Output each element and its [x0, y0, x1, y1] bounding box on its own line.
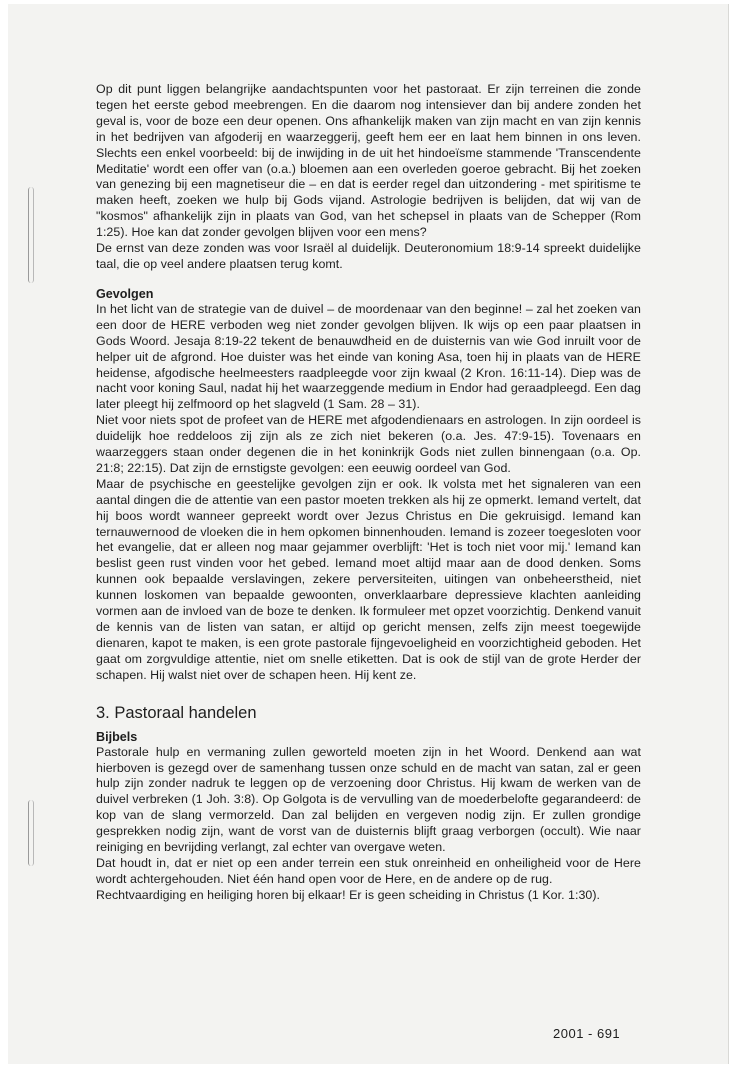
intro-paragraph: De ernst van deze zonden was voor Israël al duidelijk. Deuteronomium 18:9-14 spreekt duidelijke taal, die op veel andere plaatsen terug komt. [96, 241, 641, 271]
gevolgen-heading: Gevolgen [96, 286, 154, 301]
intro-paragraph: Op dit punt liggen belangrijke aandachtspunten voor het pastoraat. Er zijn terreinen die zonde tegen het eerste gebod meebrengen. En die daarom nog intensiever dan bij andere zonden het geval is, voor de boze een deur openen. Ons afhankelijk maken van zijn macht en van zijn kennis in het bedrijven van afgoderij en waarzeggerij, geeft hem eer en laat hem binnen in ons leven. Slechts een enkel voorbeeld: bij de inwijding in de uit het hindoeïsme stammende 'Transcendente Meditatie' wordt een offer van (o.a.) bloemen aan een overleden goeroe gebracht. Bij het zoeken van genezing bij een magnetiseur die – en dat is eerder regel dan uitzondering - met spiritisme te maken heeft, zoeken we hulp bij Gods vijand. Astrologie bedrijven is belijden, dat wij van de "kosmos" afhankelijk zijn in plaats van God, van het schepsel in plaats van de Schepper (Rom 1:25). Hoe kan dat zonder gevolgen blijven voor een mens? [96, 82, 641, 240]
article-body [96, 82, 641, 904]
section-paragraph: Rechtvaardiging en heiliging horen bij elkaar! Er is geen scheiding in Christus (1 Kor. 1:30). [96, 887, 601, 902]
margin-bracket-mark [28, 187, 34, 283]
section-paragraph: Dat houdt in, dat er niet op een ander terrein een stuk onreinheid en onheiligheid voor de Here wordt achtergehouden. Niet één hand open voor de Here, en de andere op de rug. [96, 855, 641, 886]
margin-bracket-mark [28, 800, 34, 866]
gevolgen-paragraph: Maar de psychische en geestelijke gevolgen zijn er ook. Ik volsta met het signaleren van een aantal dingen die de attentie van een pastor moeten trekken als hij ze opmerkt. Iemand vertelt, dat hij boos wordt wanneer gepreekt wordt over Jezus Christus en Die gekruisigd. Iemand kan ternauwernood de vloeken die in hem opkomen binnenhouden. Iemand is zozeer toegesloten voor het evangelie, dat er alleen nog maar gejammer overblijft: 'Het is toch niet voor mij.' Iemand kan beslist geen rust vinden voor het gebed. Iemand moet altijd maar aan de dood denken. Soms kunnen ook bepaalde verslavingen, zekere perversiteiten, uitingen van onbeheerstheid, niet kunnen loskomen van bepaalde gewoonten, onverklaarbare depressieve klachten aanleiding vormen aan de invloed van de boze te denken. Ik formuleer met opzet voorzichtig. Denkend vanuit de kennis van de listen van satan, er altijd op gericht mensen, zelfs zijn meest toegewijde dienaren, kapot te maken, is een grote pastorale fijngevoeligheid en voorzichtigheid geboden. Het gaat om zorgvuldige attentie, niet om snelle etiketten. Dat is ook de stijl van de grote Herder der schapen. Hij walst niet over de schapen heen. Hij kent ze. [96, 476, 641, 682]
bijbels-heading: Bijbels [96, 729, 138, 744]
page-number: 2001 - 691 [553, 1026, 621, 1041]
gevolgen-paragraph: In het licht van de strategie van de duivel – de moordenaar van den beginne! – zal het zoeken van een door de HERE verboden weg niet zonder gevolgen blijven. Ik wijs op een paar plaatsen in Gods Woord. Jesaja 8:19-22 tekent de benauwdheid en de duisternis van wie God inruilt voor de helper uit de afgrond. Hoe duister was het einde van koning Asa, toen hij in plaats van de HERE heidense, afgodische heelmeesters raadpleegde voor zijn kwaal (2 Kron. 16:11-14). Diep was de nacht voor koning Saul, nadat hij het waarzeggende medium in Endor had geraadpleegd. Een dag later pleegt hij zelfmoord op het slagveld (1 Sam. 28 – 31). [96, 301, 641, 412]
section-heading: 3. Pastoraal handelen [96, 703, 257, 722]
section-paragraph: Pastorale hulp en vermaning zullen geworteld moeten zijn in het Woord. Denkend aan wat hierboven is gezegd over de samenhang tussen onze schuld en de macht van satan, zal er geen hulp zijn zonder nadruk te leggen op de verzoening door Christus. Hij kwam de werken van de duivel verbreken (1 Joh. 3:8). Op Golgota is de vervulling van de moederbelofte gegarandeerd: de kop van de slang vermorzeld. Dan zal belijden en vergeven nodig zijn. Er zullen grondige gesprekken nodig zijn, want de vorst van de duisternis blijft graag verborgen (occult). Wie naar reiniging en bevrijding verlangt, zal echter van overgave weten. [96, 744, 641, 855]
gevolgen-paragraph: Niet voor niets spot de profeet van de HERE met afgodendienaars en astrologen. In zijn oordeel is duidelijk hoe reddeloos zij zijn als ze zich niet bekeren (o.a. Jes. 47:9-15). Tovenaars en waarzeggers staan onder degenen die in het koninkrijk Gods niet zullen binnengaan (o.a. Op. 21:8; 22:15). Dat zijn de ernstigste gevolgen: een eeuwig oordeel van God. [96, 413, 641, 475]
